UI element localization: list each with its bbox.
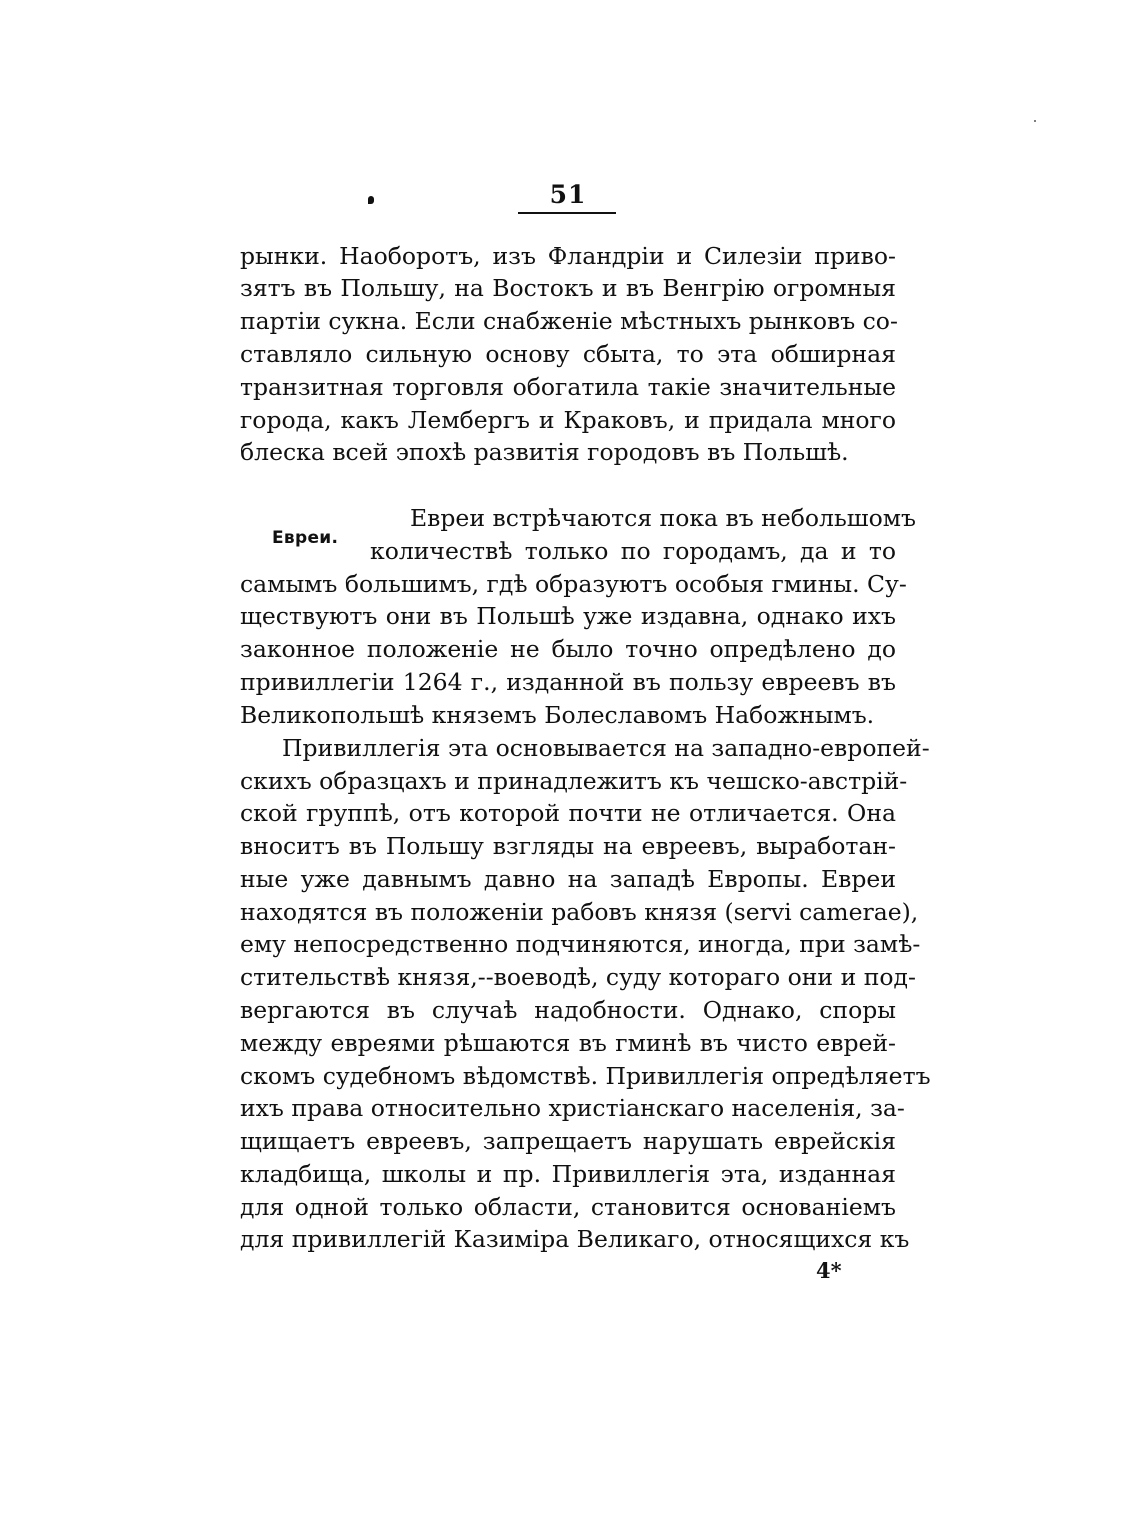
signature-mark: 4*: [816, 1258, 842, 1283]
header-rule: [518, 212, 616, 214]
text-line: скихъ образцахъ и принадлежитъ къ чешско-австрій-: [240, 767, 908, 795]
scan-speck: [1034, 120, 1036, 122]
text-line: партіи сукна. Если снабженіе мѣстныхъ рынковъ со-: [240, 307, 898, 335]
text-line: законное положеніе не было точно опредѣлено до: [240, 635, 896, 663]
text-line: для одной только области, становится основаніемъ: [240, 1193, 896, 1221]
text-line: рынки. Наоборотъ, изъ Фландріи и Силезіи приво-: [240, 242, 896, 270]
margin-note: Евреи.: [272, 528, 339, 548]
text-line: скомъ судебномъ вѣдомствѣ. Привиллегія опредѣляетъ: [240, 1062, 931, 1090]
text-line: ихъ права относительно христіанскаго населенія, за-: [240, 1094, 905, 1122]
text-line: вергаются въ случаѣ надобности. Однако, споры: [240, 996, 896, 1024]
text-line: ществуютъ они въ Польшѣ уже издавна, однако ихъ: [240, 602, 896, 630]
text-line: кладбища, школы и пр. Привиллегія эта, изданная: [240, 1160, 896, 1188]
stray-ink-mark: [368, 196, 374, 204]
text-line: Привиллегія эта основывается на западно-европей-: [282, 734, 930, 762]
text-line: привиллегіи 1264 г., изданной въ пользу евреевъ въ: [240, 668, 896, 696]
text-line: стительствѣ князя,--воеводѣ, суду котораго они и под-: [240, 963, 916, 991]
text-line: ской группѣ, отъ которой почти не отличается. Она: [240, 799, 896, 827]
text-line: Великопольшѣ княземъ Болеславомъ Набожнымъ.: [240, 701, 875, 729]
text-line: вноситъ въ Польшу взгляды на евреевъ, выработан-: [240, 832, 896, 860]
page-number: 51: [549, 180, 587, 209]
text-line: города, какъ Лембергъ и Краковъ, и придала много: [240, 406, 896, 434]
text-line: зятъ въ Польшу, на Востокъ и въ Венгрію огромныя: [240, 274, 896, 302]
text-line: щищаетъ евреевъ, запрещаетъ нарушать еврейскія: [240, 1127, 896, 1155]
text-line: между евреями рѣшаются въ гминѣ въ чисто еврей-: [240, 1029, 896, 1057]
text-line: находятся въ положеніи рабовъ князя (servi camerae),: [240, 898, 919, 926]
text-line: самымъ большимъ, гдѣ образуютъ особыя гмины. Су-: [240, 570, 907, 598]
text-line: ные уже давнымъ давно на западѣ Европы. Евреи: [240, 865, 896, 893]
text-line: количествѣ только по городамъ, да и то: [370, 537, 896, 565]
text-line: для привиллегій Казиміра Великаго, относящихся къ: [240, 1225, 910, 1253]
text-line: блеска всей эпохѣ развитія городовъ въ Польшѣ.: [240, 438, 849, 466]
text-line: ему непосредственно подчиняются, иногда, при замѣ-: [240, 930, 921, 958]
text-line: Евреи встрѣчаются пока въ небольшомъ: [410, 504, 916, 532]
text-line: ставляло сильную основу сбыта, то эта обширная: [240, 340, 896, 368]
text-line: транзитная торговля обогатила такіе значительные: [240, 373, 896, 401]
